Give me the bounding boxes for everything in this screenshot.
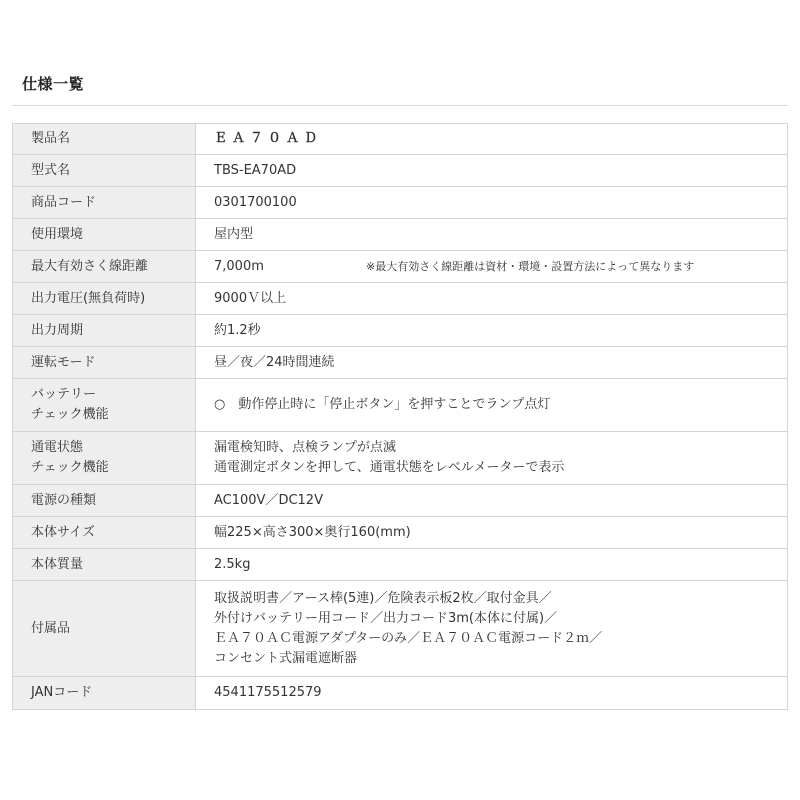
row-label-line: バッテリー: [31, 387, 97, 402]
product-name: ＥＡ７０ＡＤ: [214, 131, 323, 146]
row-label: JANコード: [13, 677, 196, 710]
row-value: 幅225×高さ300×奥行160(mm): [196, 517, 788, 549]
row-label: 付属品: [13, 581, 196, 677]
table-row: [13, 315, 788, 347]
row-value: 約1.2秒: [196, 315, 788, 347]
row-label-line: チェック機能: [31, 460, 109, 475]
table-row: [13, 219, 788, 251]
table-row: [13, 581, 788, 677]
row-value: ○ 動作停止時に「停止ボタン」を押すことでランプ点灯: [196, 379, 788, 432]
table-row: [13, 379, 788, 432]
row-value-line: 外付けバッテリー用コード／出力コード3m(本体に付属)／: [214, 610, 558, 626]
row-value: 屋内型: [196, 219, 788, 251]
row-value-line: ＥＡ７０ＡＣ電源アダプターのみ／ＥＡ７０ＡＣ電源コード２ｍ／: [214, 630, 603, 646]
row-label: 本体質量: [13, 549, 196, 581]
row-value: 4541175512579: [196, 677, 788, 710]
row-label: 製品名: [13, 124, 196, 155]
row-value: [196, 432, 788, 485]
row-value: [196, 124, 788, 155]
spec-table: [12, 123, 788, 710]
row-value: AC100V／DC12V: [196, 485, 788, 517]
table-row: [13, 347, 788, 379]
table-row: [13, 283, 788, 315]
table-row: [13, 677, 788, 710]
row-label: 商品コード: [13, 187, 196, 219]
row-value-line: 通電測定ボタンを押して、通電状態をレベルメーターで表示: [214, 460, 565, 475]
row-label: 出力周期: [13, 315, 196, 347]
row-label: 運転モード: [13, 347, 196, 379]
row-value-line: 取扱説明書／アース棒(5連)／危険表示板2枚／取付金具／: [214, 590, 552, 606]
row-value: [196, 581, 788, 677]
row-label: 使用環境: [13, 219, 196, 251]
row-value-line: 漏電検知時、点検ランプが点滅: [214, 440, 397, 455]
row-label: 型式名: [13, 155, 196, 187]
table-row: [13, 155, 788, 187]
row-value-line: コンセント式漏電遮断器: [214, 650, 358, 666]
row-value: 9000Ｖ以上: [196, 283, 788, 315]
section-divider: [12, 105, 788, 106]
row-value: [196, 251, 788, 283]
table-row: [13, 251, 788, 283]
table-row: [13, 187, 788, 219]
row-label: [13, 432, 196, 485]
row-label: 最大有効さく線距離: [13, 251, 196, 283]
table-row: [13, 517, 788, 549]
row-label-line: 通電状態: [31, 440, 84, 455]
table-row: [13, 549, 788, 581]
section-title: 仕様一覧: [22, 75, 85, 93]
table-row: [13, 124, 788, 155]
row-value: 2.5kg: [196, 549, 788, 581]
row-value-text: 7,000m: [214, 258, 264, 274]
table-row: [13, 432, 788, 485]
row-note: ※最大有効さく線距離は資材・環境・設置方法によって異なります: [366, 260, 695, 273]
row-value: TBS-EA70AD: [196, 155, 788, 187]
table-row: [13, 485, 788, 517]
row-label: 出力電圧(無負荷時): [13, 283, 196, 315]
row-label-line: チェック機能: [31, 407, 109, 422]
row-label: 電源の種類: [13, 485, 196, 517]
row-value: 昼／夜／24時間連続: [196, 347, 788, 379]
row-value: 0301700100: [196, 187, 788, 219]
row-label: 本体サイズ: [13, 517, 196, 549]
row-label: [13, 379, 196, 432]
